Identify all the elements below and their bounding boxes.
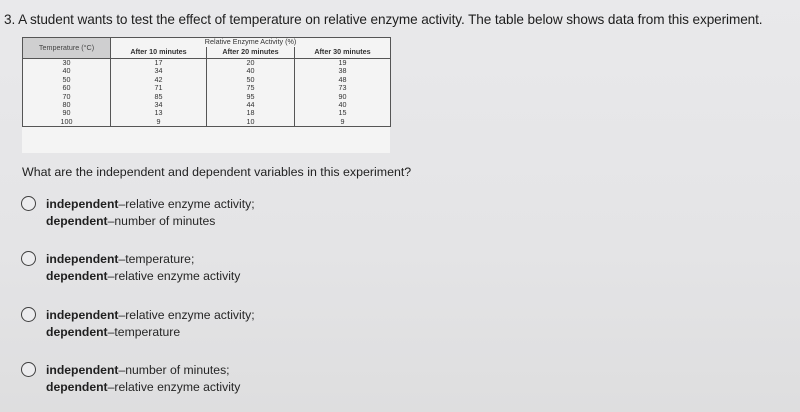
temperature-header: Temperature (°C) bbox=[23, 38, 111, 59]
table-row bbox=[23, 101, 391, 109]
independent-value: –number of minutes; bbox=[118, 363, 230, 377]
table-cell: 9 bbox=[111, 118, 207, 127]
table-row bbox=[23, 109, 391, 117]
table-cell: 70 bbox=[23, 93, 111, 101]
table-cell: 38 bbox=[295, 67, 391, 75]
independent-label: independent bbox=[46, 308, 119, 322]
table-cell: 85 bbox=[111, 93, 207, 101]
dependent-label: dependent bbox=[46, 269, 108, 283]
table-row bbox=[23, 76, 391, 84]
dependent-value: –relative enzyme activity bbox=[107, 269, 241, 283]
table-cell: 73 bbox=[295, 84, 391, 92]
question-text: 3. A student wants to test the effect of temperature on relative enzyme activity. The table below shows data from this experiment. bbox=[4, 12, 763, 27]
table-cell: 17 bbox=[111, 59, 207, 68]
question-prompt: What are the independent and dependent variables in this experiment? bbox=[22, 165, 412, 179]
table-cell: 9 bbox=[295, 118, 391, 127]
table-cell: 34 bbox=[111, 101, 207, 109]
table-cell: 30 bbox=[23, 59, 111, 68]
option-text bbox=[46, 251, 240, 285]
table-cell: 42 bbox=[111, 76, 207, 84]
independent-label: independent bbox=[46, 197, 119, 211]
independent-value: –relative enzyme activity; bbox=[118, 308, 255, 322]
table-cell: 80 bbox=[23, 101, 111, 109]
dependent-label: dependent bbox=[46, 380, 108, 394]
independent-label: independent bbox=[46, 363, 119, 377]
option-text bbox=[46, 196, 255, 230]
table-cell: 90 bbox=[23, 109, 111, 117]
radio-button[interactable] bbox=[21, 251, 36, 266]
table-cell: 48 bbox=[295, 76, 391, 84]
column-header: After 10 minutes bbox=[111, 47, 207, 59]
table-row bbox=[23, 59, 391, 68]
table-row bbox=[23, 84, 391, 92]
table-row bbox=[23, 67, 391, 75]
relative-activity-header: Relative Enzyme Activity (%) bbox=[111, 38, 391, 47]
radio-button[interactable] bbox=[21, 196, 36, 211]
table-cell: 50 bbox=[23, 76, 111, 84]
table-cell: 15 bbox=[295, 109, 391, 117]
table-cell: 40 bbox=[295, 101, 391, 109]
dependent-value: –number of minutes bbox=[107, 214, 216, 228]
table-row bbox=[23, 118, 391, 127]
dependent-label: dependent bbox=[46, 214, 108, 228]
radio-button[interactable] bbox=[21, 307, 36, 322]
table-cell: 90 bbox=[295, 93, 391, 101]
independent-label: independent bbox=[46, 252, 119, 266]
table-cell: 19 bbox=[295, 59, 391, 68]
independent-value: –relative enzyme activity; bbox=[118, 197, 255, 211]
table-cell: 75 bbox=[207, 84, 295, 92]
table-cell: 100 bbox=[23, 118, 111, 127]
data-table-container bbox=[22, 37, 390, 153]
independent-value: –temperature; bbox=[118, 252, 195, 266]
column-header: After 30 minutes bbox=[295, 47, 391, 59]
table-cell: 95 bbox=[207, 93, 295, 101]
dependent-label: dependent bbox=[46, 325, 108, 339]
column-header: After 20 minutes bbox=[207, 47, 295, 59]
option-text bbox=[46, 362, 240, 396]
table-cell: 10 bbox=[207, 118, 295, 127]
table-cell: 20 bbox=[207, 59, 295, 68]
table-cell: 60 bbox=[23, 84, 111, 92]
table-row bbox=[23, 93, 391, 101]
table-cell: 50 bbox=[207, 76, 295, 84]
option-text bbox=[46, 307, 255, 341]
table-cell: 40 bbox=[23, 67, 111, 75]
dependent-value: –relative enzyme activity bbox=[107, 380, 241, 394]
table-cell: 40 bbox=[207, 67, 295, 75]
radio-button[interactable] bbox=[21, 362, 36, 377]
enzyme-activity-table bbox=[22, 37, 391, 127]
table-cell: 34 bbox=[111, 67, 207, 75]
dependent-value: –temperature bbox=[107, 325, 181, 339]
table-cell: 71 bbox=[111, 84, 207, 92]
table-cell: 18 bbox=[207, 109, 295, 117]
table-cell: 44 bbox=[207, 101, 295, 109]
table-cell: 13 bbox=[111, 109, 207, 117]
